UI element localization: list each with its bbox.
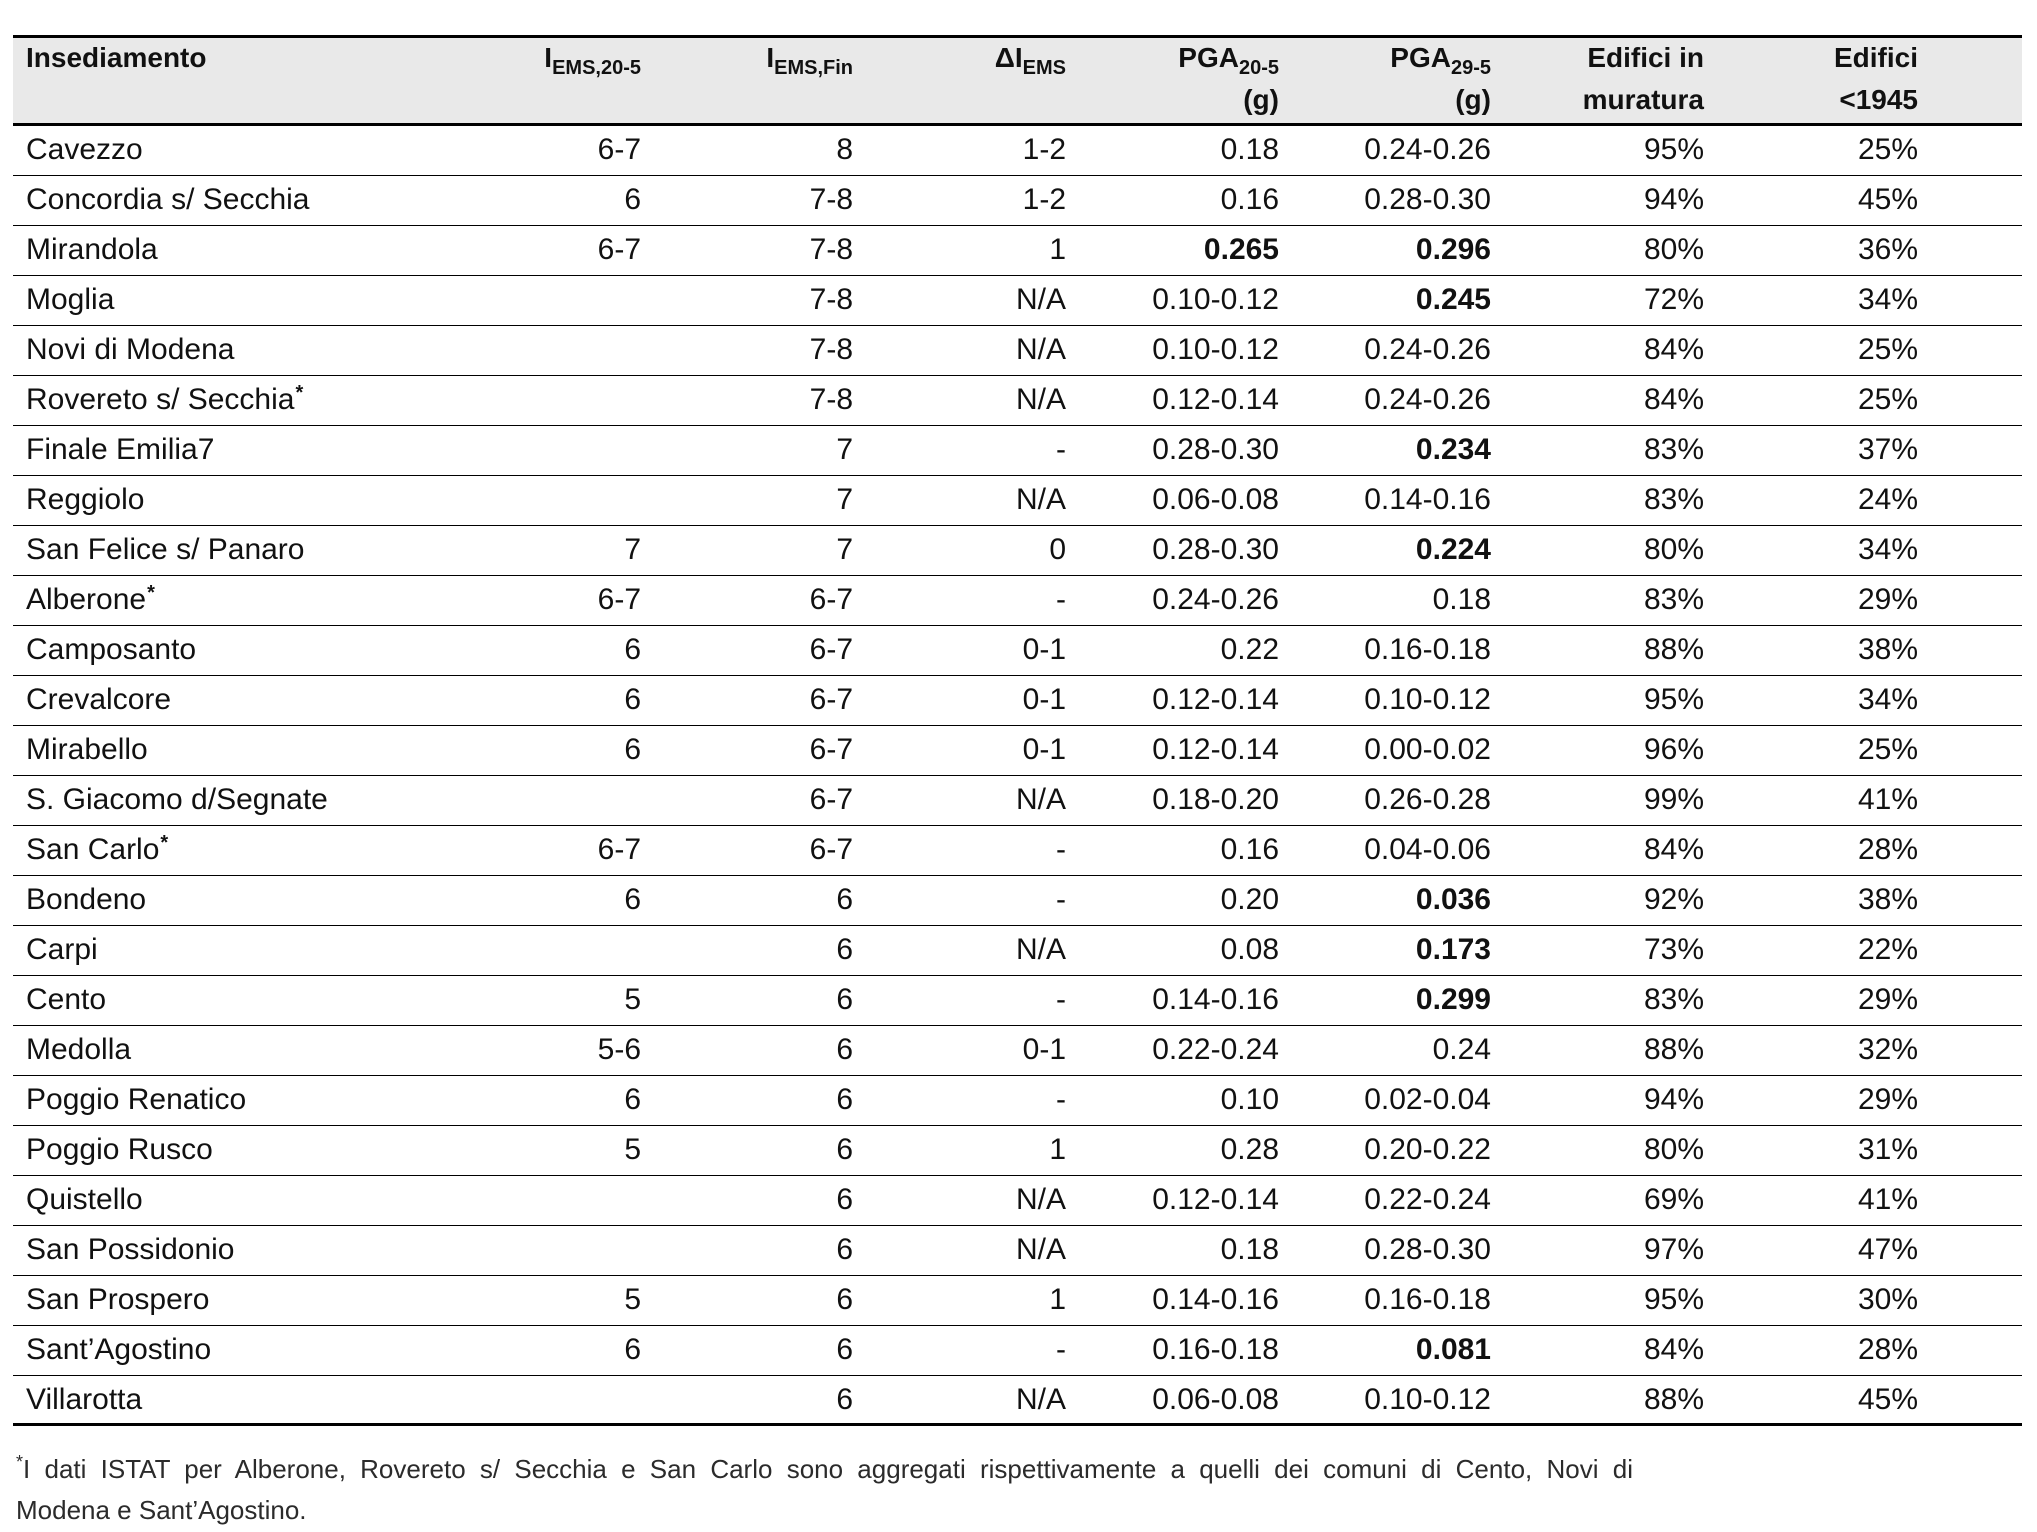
table-row <box>13 476 2022 526</box>
cell-masonry-buildings: 97% <box>1643 1233 1704 1266</box>
header-label: PGA <box>1390 42 1451 73</box>
cell-pga-20-5: 0.24-0.26 <box>1152 583 1279 616</box>
cell-iems-fin: 6-7 <box>809 783 853 816</box>
cell-iems-20-5: 6 <box>624 183 641 216</box>
cell-buildings-pre-1945: 38% <box>1857 633 1918 666</box>
cell-iems-20-5: 6 <box>624 733 641 766</box>
cell-buildings-pre-1945: 32% <box>1857 1033 1918 1066</box>
cell-buildings-pre-1945: 41% <box>1857 783 1918 816</box>
cell-settlement <box>26 726 148 774</box>
cell-pga-29-5: 0.24-0.26 <box>1364 333 1491 366</box>
cell-masonry-buildings: 80% <box>1643 233 1704 266</box>
settlement-name: San Possidonio <box>26 1233 235 1266</box>
cell-pga-20-5: 0.12-0.14 <box>1152 383 1279 416</box>
cell-iems-fin: 7-8 <box>809 283 853 316</box>
cell-pga-20-5: 0.18 <box>1220 1233 1279 1266</box>
cell-delta-iems: 1-2 <box>1022 133 1066 166</box>
cell-delta-iems: - <box>1056 433 1066 466</box>
settlement-name: Alberone <box>26 583 147 616</box>
cell-settlement <box>26 926 98 974</box>
table-header <box>13 35 2022 126</box>
table-row <box>13 1076 2022 1126</box>
cell-delta-iems: N/A <box>1015 383 1066 416</box>
cell-pga-29-5: 0.10-0.12 <box>1364 683 1491 716</box>
header-label: PGA <box>1178 42 1239 73</box>
cell-pga-29-5: 0.24-0.26 <box>1364 133 1491 166</box>
cell-delta-iems: N/A <box>1015 1233 1066 1266</box>
cell-iems-20-5: 6 <box>624 633 641 666</box>
cell-iems-20-5: 5 <box>624 983 641 1016</box>
header-line-2: muratura <box>1582 84 1704 115</box>
data-table <box>13 35 2022 1426</box>
cell-buildings-pre-1945: 25% <box>1857 383 1918 416</box>
header-subscript: EMS <box>1022 57 1066 79</box>
cell-iems-20-5: 5-6 <box>597 1033 641 1066</box>
cell-masonry-buildings: 88% <box>1643 633 1704 666</box>
cell-pga-29-5: 0.28-0.30 <box>1364 183 1491 216</box>
cell-masonry-buildings: 99% <box>1643 783 1704 816</box>
settlement-name: Concordia s/ Secchia <box>26 183 310 216</box>
cell-iems-fin: 6 <box>836 1333 853 1366</box>
cell-masonry-buildings: 83% <box>1643 583 1704 616</box>
table-row <box>13 1126 2022 1176</box>
cell-pga-29-5: 0.16-0.18 <box>1364 1283 1491 1316</box>
cell-iems-fin: 6 <box>836 983 853 1016</box>
table-row <box>13 126 2022 176</box>
cell-settlement <box>26 626 196 674</box>
cell-delta-iems: N/A <box>1015 283 1066 316</box>
cell-iems-20-5: 5 <box>624 1133 641 1166</box>
cell-buildings-pre-1945: 45% <box>1857 183 1918 216</box>
table-row <box>13 426 2022 476</box>
cell-pga-20-5: 0.28-0.30 <box>1152 433 1279 466</box>
header-subscript: 29-5 <box>1450 57 1491 79</box>
cell-delta-iems: - <box>1056 883 1066 916</box>
cell-pga-20-5: 0.265 <box>1203 233 1279 266</box>
header-subscript: EMS,20-5 <box>552 57 641 79</box>
cell-delta-iems: N/A <box>1015 333 1066 366</box>
cell-buildings-pre-1945: 25% <box>1857 733 1918 766</box>
cell-iems-fin: 7-8 <box>809 333 853 366</box>
table-row <box>13 726 2022 776</box>
settlement-name: San Prospero <box>26 1283 210 1316</box>
cell-delta-iems: N/A <box>1015 933 1066 966</box>
settlement-name: Moglia <box>26 283 115 316</box>
settlement-name: Mirandola <box>26 233 158 266</box>
cell-buildings-pre-1945: 31% <box>1857 1133 1918 1166</box>
cell-masonry-buildings: 95% <box>1643 683 1704 716</box>
cell-pga-29-5: 0.00-0.02 <box>1364 733 1491 766</box>
cell-iems-fin: 6-7 <box>809 633 853 666</box>
cell-pga-29-5: 0.28-0.30 <box>1364 1233 1491 1266</box>
table-row <box>13 276 2022 326</box>
cell-delta-iems: 0 <box>1049 533 1066 566</box>
cell-iems-fin: 6 <box>836 1033 853 1066</box>
cell-iems-fin: 6 <box>836 1233 853 1266</box>
header-label: I <box>766 42 775 73</box>
cell-pga-29-5: 0.02-0.04 <box>1364 1083 1491 1116</box>
cell-masonry-buildings: 95% <box>1643 133 1704 166</box>
footnote-marker: * <box>295 382 304 404</box>
table-row <box>13 1326 2022 1376</box>
cell-delta-iems: - <box>1056 833 1066 866</box>
cell-pga-29-5: 0.14-0.16 <box>1364 483 1491 516</box>
header-line-1 <box>1390 37 1491 79</box>
cell-masonry-buildings: 84% <box>1643 1333 1704 1366</box>
cell-masonry-buildings: 92% <box>1643 883 1704 916</box>
table-row <box>13 326 2022 376</box>
header-line-2: (g) <box>1455 84 1491 115</box>
table-row <box>13 876 2022 926</box>
cell-delta-iems: 1 <box>1049 1133 1066 1166</box>
header-line-1 <box>1834 37 1918 79</box>
table-row <box>13 576 2022 626</box>
table-row <box>13 226 2022 276</box>
settlement-name: Crevalcore <box>26 683 172 716</box>
cell-buildings-pre-1945: 28% <box>1857 1333 1918 1366</box>
cell-pga-20-5: 0.28-0.30 <box>1152 533 1279 566</box>
cell-iems-fin: 6-7 <box>809 733 853 766</box>
cell-masonry-buildings: 84% <box>1643 333 1704 366</box>
cell-settlement <box>26 1126 213 1174</box>
header-subscript: EMS,Fin <box>774 57 853 79</box>
cell-iems-fin: 7-8 <box>809 183 853 216</box>
cell-buildings-pre-1945: 34% <box>1857 533 1918 566</box>
header-line-1 <box>995 37 1066 79</box>
cell-iems-fin: 6 <box>836 883 853 916</box>
cell-pga-29-5: 0.234 <box>1415 433 1491 466</box>
cell-settlement <box>26 576 155 627</box>
table-row <box>13 526 2022 576</box>
settlement-name: Poggio Renatico <box>26 1083 247 1116</box>
cell-buildings-pre-1945: 29% <box>1857 583 1918 616</box>
cell-iems-20-5: 6 <box>624 1083 641 1116</box>
cell-delta-iems: - <box>1056 583 1066 616</box>
settlement-name: Finale Emilia7 <box>26 433 215 466</box>
cell-iems-20-5: 6-7 <box>597 833 641 866</box>
cell-settlement <box>26 776 328 824</box>
footnote-asterisk: * <box>16 1452 24 1472</box>
cell-pga-29-5: 0.299 <box>1415 983 1491 1016</box>
cell-masonry-buildings: 72% <box>1643 283 1704 316</box>
settlement-name: Carpi <box>26 933 98 966</box>
cell-buildings-pre-1945: 30% <box>1857 1283 1918 1316</box>
cell-pga-20-5: 0.18 <box>1220 133 1279 166</box>
settlement-name: Medolla <box>26 1033 132 1066</box>
cell-settlement <box>26 1226 234 1274</box>
cell-masonry-buildings: 84% <box>1643 383 1704 416</box>
cell-buildings-pre-1945: 25% <box>1857 133 1918 166</box>
cell-pga-29-5: 0.24-0.26 <box>1364 383 1491 416</box>
table-row <box>13 826 2022 876</box>
cell-pga-29-5: 0.081 <box>1415 1333 1491 1366</box>
cell-pga-20-5: 0.14-0.16 <box>1152 983 1279 1016</box>
cell-iems-20-5: 6-7 <box>597 133 641 166</box>
cell-buildings-pre-1945: 22% <box>1857 933 1918 966</box>
cell-buildings-pre-1945: 47% <box>1857 1233 1918 1266</box>
cell-pga-20-5: 0.12-0.14 <box>1152 683 1279 716</box>
cell-buildings-pre-1945: 41% <box>1857 1183 1918 1216</box>
cell-masonry-buildings: 73% <box>1643 933 1704 966</box>
cell-pga-20-5: 0.16-0.18 <box>1152 1333 1279 1366</box>
cell-masonry-buildings: 84% <box>1643 833 1704 866</box>
cell-iems-fin: 7-8 <box>809 233 853 266</box>
cell-delta-iems: N/A <box>1015 483 1066 516</box>
table-row <box>13 926 2022 976</box>
cell-iems-fin: 6 <box>836 933 853 966</box>
cell-masonry-buildings: 88% <box>1643 1383 1704 1416</box>
header-line-1 <box>1178 37 1279 79</box>
table-row <box>13 1376 2022 1426</box>
cell-iems-fin: 8 <box>836 133 853 166</box>
cell-pga-20-5: 0.18-0.20 <box>1152 783 1279 816</box>
cell-pga-29-5: 0.245 <box>1415 283 1491 316</box>
cell-iems-fin: 6 <box>836 1133 853 1166</box>
cell-settlement <box>26 126 143 174</box>
cell-settlement <box>26 1176 143 1224</box>
settlement-name: Cento <box>26 983 107 1016</box>
table-row <box>13 1176 2022 1226</box>
header-line-1 <box>544 37 641 79</box>
header-iems-fin <box>766 37 853 79</box>
cell-iems-fin: 6-7 <box>809 833 853 866</box>
cell-pga-20-5: 0.10-0.12 <box>1152 283 1279 316</box>
cell-masonry-buildings: 88% <box>1643 1033 1704 1066</box>
cell-buildings-pre-1945: 45% <box>1857 1383 1918 1416</box>
header-line-2: (g) <box>1243 84 1279 115</box>
header-settlement <box>26 37 206 79</box>
header-delta-iems <box>995 37 1066 79</box>
cell-pga-20-5: 0.06-0.08 <box>1152 1383 1279 1416</box>
header-label: Edifici <box>1833 42 1918 73</box>
cell-delta-iems: 1 <box>1049 1283 1066 1316</box>
cell-settlement <box>26 826 168 877</box>
cell-settlement <box>26 976 106 1024</box>
cell-delta-iems: N/A <box>1015 783 1066 816</box>
cell-delta-iems: - <box>1056 1333 1066 1366</box>
cell-pga-29-5: 0.173 <box>1415 933 1491 966</box>
cell-iems-20-5: 6 <box>624 1333 641 1366</box>
cell-pga-20-5: 0.16 <box>1220 833 1279 866</box>
table-row <box>13 776 2022 826</box>
cell-pga-29-5: 0.24 <box>1432 1033 1491 1066</box>
cell-pga-20-5: 0.12-0.14 <box>1152 733 1279 766</box>
header-buildings-pre-1945 <box>1834 37 1918 121</box>
cell-delta-iems: 1 <box>1049 233 1066 266</box>
cell-pga-29-5: 0.26-0.28 <box>1364 783 1491 816</box>
settlement-name: Reggiolo <box>26 483 145 516</box>
cell-settlement <box>26 876 146 924</box>
cell-masonry-buildings: 94% <box>1643 183 1704 216</box>
cell-masonry-buildings: 83% <box>1643 433 1704 466</box>
table-row <box>13 1026 2022 1076</box>
cell-buildings-pre-1945: 29% <box>1857 983 1918 1016</box>
cell-pga-29-5: 0.10-0.12 <box>1364 1383 1491 1416</box>
cell-pga-29-5: 0.04-0.06 <box>1364 833 1491 866</box>
header-label: Insediamento <box>26 42 207 73</box>
cell-settlement <box>26 1076 246 1124</box>
cell-delta-iems: 0-1 <box>1022 633 1066 666</box>
cell-masonry-buildings: 83% <box>1643 983 1704 1016</box>
cell-iems-fin: 6-7 <box>809 683 853 716</box>
cell-iems-20-5: 5 <box>624 1283 641 1316</box>
cell-buildings-pre-1945: 37% <box>1857 433 1918 466</box>
footnote-marker: * <box>160 832 169 854</box>
table-row <box>13 676 2022 726</box>
cell-delta-iems: - <box>1056 983 1066 1016</box>
cell-settlement <box>26 326 234 374</box>
cell-pga-29-5: 0.224 <box>1415 533 1491 566</box>
settlement-name: Sant’Agostino <box>26 1333 212 1366</box>
cell-masonry-buildings: 80% <box>1643 1133 1704 1166</box>
cell-iems-20-5: 6-7 <box>597 583 641 616</box>
cell-settlement <box>26 676 171 724</box>
footnote-text: I dati ISTAT per Alberone, Rovereto s/ Secchia e San Carlo sono aggregati rispettivamente a quelli dei comuni di Cento, Novi di <box>23 1454 1633 1484</box>
cell-delta-iems: 0-1 <box>1022 733 1066 766</box>
header-line-2: <1945 <box>1839 84 1918 115</box>
cell-masonry-buildings: 95% <box>1643 1283 1704 1316</box>
cell-delta-iems: 0-1 <box>1022 1033 1066 1066</box>
cell-iems-fin: 7-8 <box>809 383 853 416</box>
cell-buildings-pre-1945: 36% <box>1857 233 1918 266</box>
cell-iems-fin: 7 <box>836 483 853 516</box>
header-line-1 <box>766 37 853 79</box>
cell-settlement <box>26 526 304 574</box>
cell-settlement <box>26 1276 209 1324</box>
cell-buildings-pre-1945: 34% <box>1857 283 1918 316</box>
settlement-name: Poggio Rusco <box>26 1133 213 1166</box>
footnote <box>16 1450 1633 1529</box>
cell-delta-iems: - <box>1056 1083 1066 1116</box>
cell-settlement <box>26 376 303 427</box>
cell-iems-fin: 7 <box>836 433 853 466</box>
table-row <box>13 1226 2022 1276</box>
cell-iems-20-5: 6 <box>624 683 641 716</box>
settlement-name: Novi di Modena <box>26 333 235 366</box>
header-label: I <box>544 42 553 73</box>
settlement-name: Rovereto s/ Secchia <box>26 383 295 416</box>
header-pga-20-5 <box>1178 37 1279 121</box>
settlement-name: Bondeno <box>26 883 147 916</box>
cell-masonry-buildings: 96% <box>1643 733 1704 766</box>
cell-iems-20-5: 6 <box>624 883 641 916</box>
cell-pga-29-5: 0.296 <box>1415 233 1491 266</box>
cell-iems-fin: 6 <box>836 1183 853 1216</box>
cell-delta-iems: 1-2 <box>1022 183 1066 216</box>
cell-pga-20-5: 0.10-0.12 <box>1152 333 1279 366</box>
cell-iems-fin: 6 <box>836 1383 853 1416</box>
cell-settlement <box>26 1026 131 1074</box>
settlement-name: Mirabello <box>26 733 148 766</box>
cell-iems-fin: 6-7 <box>809 583 853 616</box>
cell-pga-20-5: 0.22 <box>1220 633 1279 666</box>
header-line-1 <box>1583 37 1704 79</box>
settlement-name: San Felice s/ Panaro <box>26 533 305 566</box>
cell-pga-20-5: 0.12-0.14 <box>1152 1183 1279 1216</box>
cell-settlement <box>26 426 214 474</box>
table-row <box>13 976 2022 1026</box>
cell-masonry-buildings: 80% <box>1643 533 1704 566</box>
cell-delta-iems: N/A <box>1015 1183 1066 1216</box>
cell-settlement <box>26 226 158 274</box>
cell-pga-20-5: 0.20 <box>1220 883 1279 916</box>
cell-buildings-pre-1945: 38% <box>1857 883 1918 916</box>
cell-pga-20-5: 0.16 <box>1220 183 1279 216</box>
settlement-name: S. Giacomo d/Segnate <box>26 783 328 816</box>
cell-settlement <box>26 1326 211 1374</box>
cell-settlement <box>26 476 144 524</box>
cell-pga-29-5: 0.20-0.22 <box>1364 1133 1491 1166</box>
cell-pga-20-5: 0.06-0.08 <box>1152 483 1279 516</box>
cell-settlement <box>26 1376 142 1424</box>
settlement-name: Villarotta <box>26 1383 143 1416</box>
header-line-1 <box>26 37 206 79</box>
cell-pga-20-5: 0.10 <box>1220 1083 1279 1116</box>
cell-pga-20-5: 0.14-0.16 <box>1152 1283 1279 1316</box>
cell-masonry-buildings: 83% <box>1643 483 1704 516</box>
table-body <box>13 126 2022 1426</box>
cell-buildings-pre-1945: 28% <box>1857 833 1918 866</box>
cell-buildings-pre-1945: 25% <box>1857 333 1918 366</box>
settlement-name: San Carlo <box>26 833 160 866</box>
cell-iems-20-5: 7 <box>624 533 641 566</box>
cell-settlement <box>26 276 114 324</box>
cell-iems-fin: 6 <box>836 1283 853 1316</box>
cell-delta-iems: 0-1 <box>1022 683 1066 716</box>
cell-pga-20-5: 0.08 <box>1220 933 1279 966</box>
cell-pga-29-5: 0.18 <box>1432 583 1491 616</box>
cell-pga-29-5: 0.22-0.24 <box>1364 1183 1491 1216</box>
cell-pga-29-5: 0.16-0.18 <box>1364 633 1491 666</box>
table-row <box>13 1276 2022 1326</box>
table-row <box>13 176 2022 226</box>
footnote-line-2: Modena e Sant’Agostino. <box>16 1495 307 1525</box>
settlement-name: Camposanto <box>26 633 197 666</box>
footnote-line-1 <box>16 1450 1633 1491</box>
header-label: Edifici in <box>1587 42 1704 73</box>
cell-buildings-pre-1945: 29% <box>1857 1083 1918 1116</box>
cell-pga-20-5: 0.28 <box>1220 1133 1279 1166</box>
table-row <box>13 626 2022 676</box>
header-masonry-buildings <box>1583 37 1704 121</box>
cell-masonry-buildings: 94% <box>1643 1083 1704 1116</box>
header-pga-29-5 <box>1390 37 1491 121</box>
cell-masonry-buildings: 69% <box>1643 1183 1704 1216</box>
cell-pga-29-5: 0.036 <box>1415 883 1491 916</box>
settlement-name: Cavezzo <box>26 133 143 166</box>
footnote-marker: * <box>147 582 155 604</box>
cell-iems-fin: 7 <box>836 533 853 566</box>
cell-settlement <box>26 176 309 224</box>
header-iems-20-5 <box>544 37 641 79</box>
table-row <box>13 376 2022 426</box>
cell-iems-fin: 6 <box>836 1083 853 1116</box>
cell-buildings-pre-1945: 24% <box>1857 483 1918 516</box>
header-subscript: 20-5 <box>1238 57 1279 79</box>
header-label: ΔI <box>994 42 1023 73</box>
cell-buildings-pre-1945: 34% <box>1857 683 1918 716</box>
cell-delta-iems: N/A <box>1015 1383 1066 1416</box>
cell-iems-20-5: 6-7 <box>597 233 641 266</box>
cell-pga-20-5: 0.22-0.24 <box>1152 1033 1279 1066</box>
settlement-name: Quistello <box>26 1183 143 1216</box>
